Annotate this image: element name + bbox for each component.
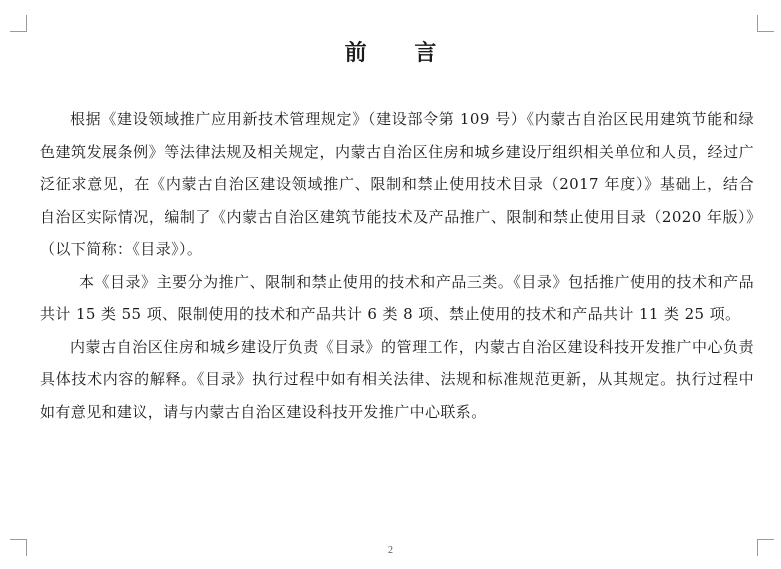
crop-mark-top-right [757,15,774,32]
paragraph-management: 内蒙古自治区住房和城乡建设厅负责《目录》的管理工作，内蒙古自治区建设科技开发推广中心负责具体技术内容的解释。《目录》执行过程中如有相关法律、法规和标准规范更新，从其规定。执行过程中如有意见和建议，请与内蒙古自治区建设科技开发推广中心联系。 [40,337,754,421]
document-body [40,103,754,428]
page-title: 前 言 [344,41,457,66]
crop-mark-top-left [10,15,27,32]
paragraph-catalog-summary: 本《目录》主要分为推广、限制和禁止使用的技术和产品三类。《目录》包括推广使用的技术和产品共计 15 类 55 项、限制使用的技术和产品共计 6 类 8 项、禁止使用的技术和产品共计 11 类 25 项。 [40,272,754,323]
paragraph-intro: 根据《建设领域推广应用新技术管理规定》（建设部令第 109 号）《内蒙古自治区民用建筑节能和绿色建筑发展条例》等法律法规及相关规定，内蒙古自治区住房和城乡建设厅组织相关单位和人员，经过广泛征求意见，在《内蒙古自治区建设领域推广、限制和禁止使用技术目录（2017 年度）》基础上，结合自治区实际情况，编制了《内蒙古自治区建筑节能技术及产品推广、限制和禁止使用目录（2020 年版）》（以下简称：《目录》）。 [40,110,754,258]
page-number: 2 [388,545,393,556]
